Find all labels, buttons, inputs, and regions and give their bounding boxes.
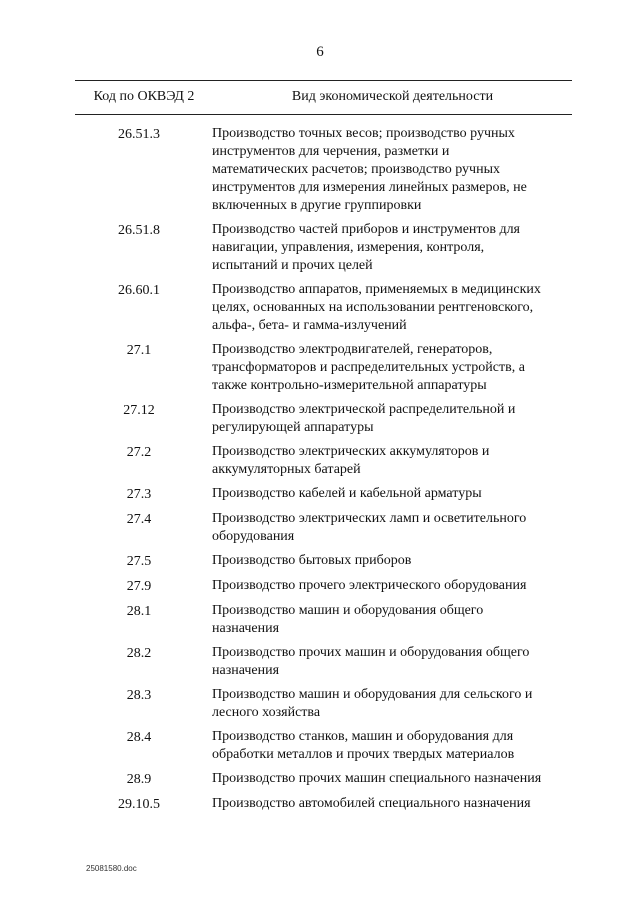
activity-name: Производство электрических ламп и осветительного оборудования bbox=[212, 511, 527, 544]
activity-name: Производство кабелей и кабельной арматуры bbox=[212, 486, 482, 501]
okved-code: 29.10.5 bbox=[118, 797, 160, 812]
okved-code: 27.12 bbox=[123, 403, 155, 418]
table-row bbox=[75, 510, 572, 546]
table-row bbox=[75, 221, 572, 275]
activity-name: Производство точных весов; производство ручных инструментов для черчения, разметки и математических расчетов; производство ручных инструментов для измерения линейных размеров, не включенных в другие группировки bbox=[212, 126, 527, 213]
activity-table-body bbox=[75, 125, 572, 820]
activity-name: Производство автомобилей специального назначения bbox=[212, 796, 531, 811]
okved-code: 28.2 bbox=[126, 646, 152, 661]
table-row bbox=[75, 485, 572, 504]
page-number: 6 bbox=[316, 44, 324, 60]
okved-code: 26.51.8 bbox=[118, 223, 160, 238]
activity-name: Производство прочих машин специального назначения bbox=[212, 771, 542, 786]
table-row bbox=[75, 728, 572, 764]
okved-code: 28.1 bbox=[126, 604, 152, 619]
activity-name: Производство электрической распределительной и регулирующей аппаратуры bbox=[212, 402, 516, 435]
activity-name: Производство электрических аккумуляторов и аккумуляторных батарей bbox=[212, 444, 490, 477]
okved-code: 27.1 bbox=[126, 343, 152, 358]
table-row bbox=[75, 552, 572, 571]
document-reference: 25081580.doc bbox=[86, 864, 137, 873]
activity-name: Производство машин и оборудования общего назначения bbox=[212, 603, 484, 636]
table-row bbox=[75, 686, 572, 722]
okved-code: 27.9 bbox=[126, 579, 152, 594]
okved-code: 27.4 bbox=[126, 512, 152, 527]
header-code-column: Код по ОКВЭД 2 bbox=[93, 89, 195, 104]
okved-code: 26.51.3 bbox=[118, 127, 160, 142]
okved-code: 28.9 bbox=[126, 772, 152, 787]
table-row bbox=[75, 795, 572, 814]
table-row bbox=[75, 401, 572, 437]
table-row bbox=[75, 125, 572, 215]
header-activity-column: Вид экономической деятельности bbox=[291, 89, 494, 104]
table-row bbox=[75, 281, 572, 335]
okved-code: 28.4 bbox=[126, 730, 152, 745]
okved-code: 28.3 bbox=[126, 688, 152, 703]
okved-code: 27.3 bbox=[126, 487, 152, 502]
activity-name: Производство прочего электрического оборудования bbox=[212, 578, 527, 593]
table-row bbox=[75, 341, 572, 395]
okved-code: 27.2 bbox=[126, 445, 152, 460]
activity-name: Производство прочих машин и оборудования общего назначения bbox=[212, 645, 530, 678]
activity-name: Производство станков, машин и оборудования для обработки металлов и прочих твердых материалов bbox=[212, 729, 515, 762]
activity-name: Производство электродвигателей, генераторов, трансформаторов и распределительных устройств, а также контрольно-измерительной аппаратуры bbox=[212, 342, 525, 393]
activity-name: Производство бытовых приборов bbox=[212, 553, 412, 568]
table-row bbox=[75, 770, 572, 789]
activity-name: Производство машин и оборудования для сельского и лесного хозяйства bbox=[212, 687, 533, 720]
okved-code: 27.5 bbox=[126, 554, 152, 569]
activity-name: Производство частей приборов и инструментов для навигации, управления, измерения, контроля, испытаний и прочих целей bbox=[212, 222, 520, 273]
okved-code: 26.60.1 bbox=[118, 283, 160, 298]
table-row bbox=[75, 644, 572, 680]
table-row bbox=[75, 577, 572, 596]
activity-name: Производство аппаратов, применяемых в медицинских целях, основанных на использовании рентгеновского, альфа-, бета- и гамма-излучений bbox=[212, 282, 541, 333]
table-row bbox=[75, 443, 572, 479]
table-row bbox=[75, 602, 572, 638]
table-header bbox=[75, 80, 572, 115]
